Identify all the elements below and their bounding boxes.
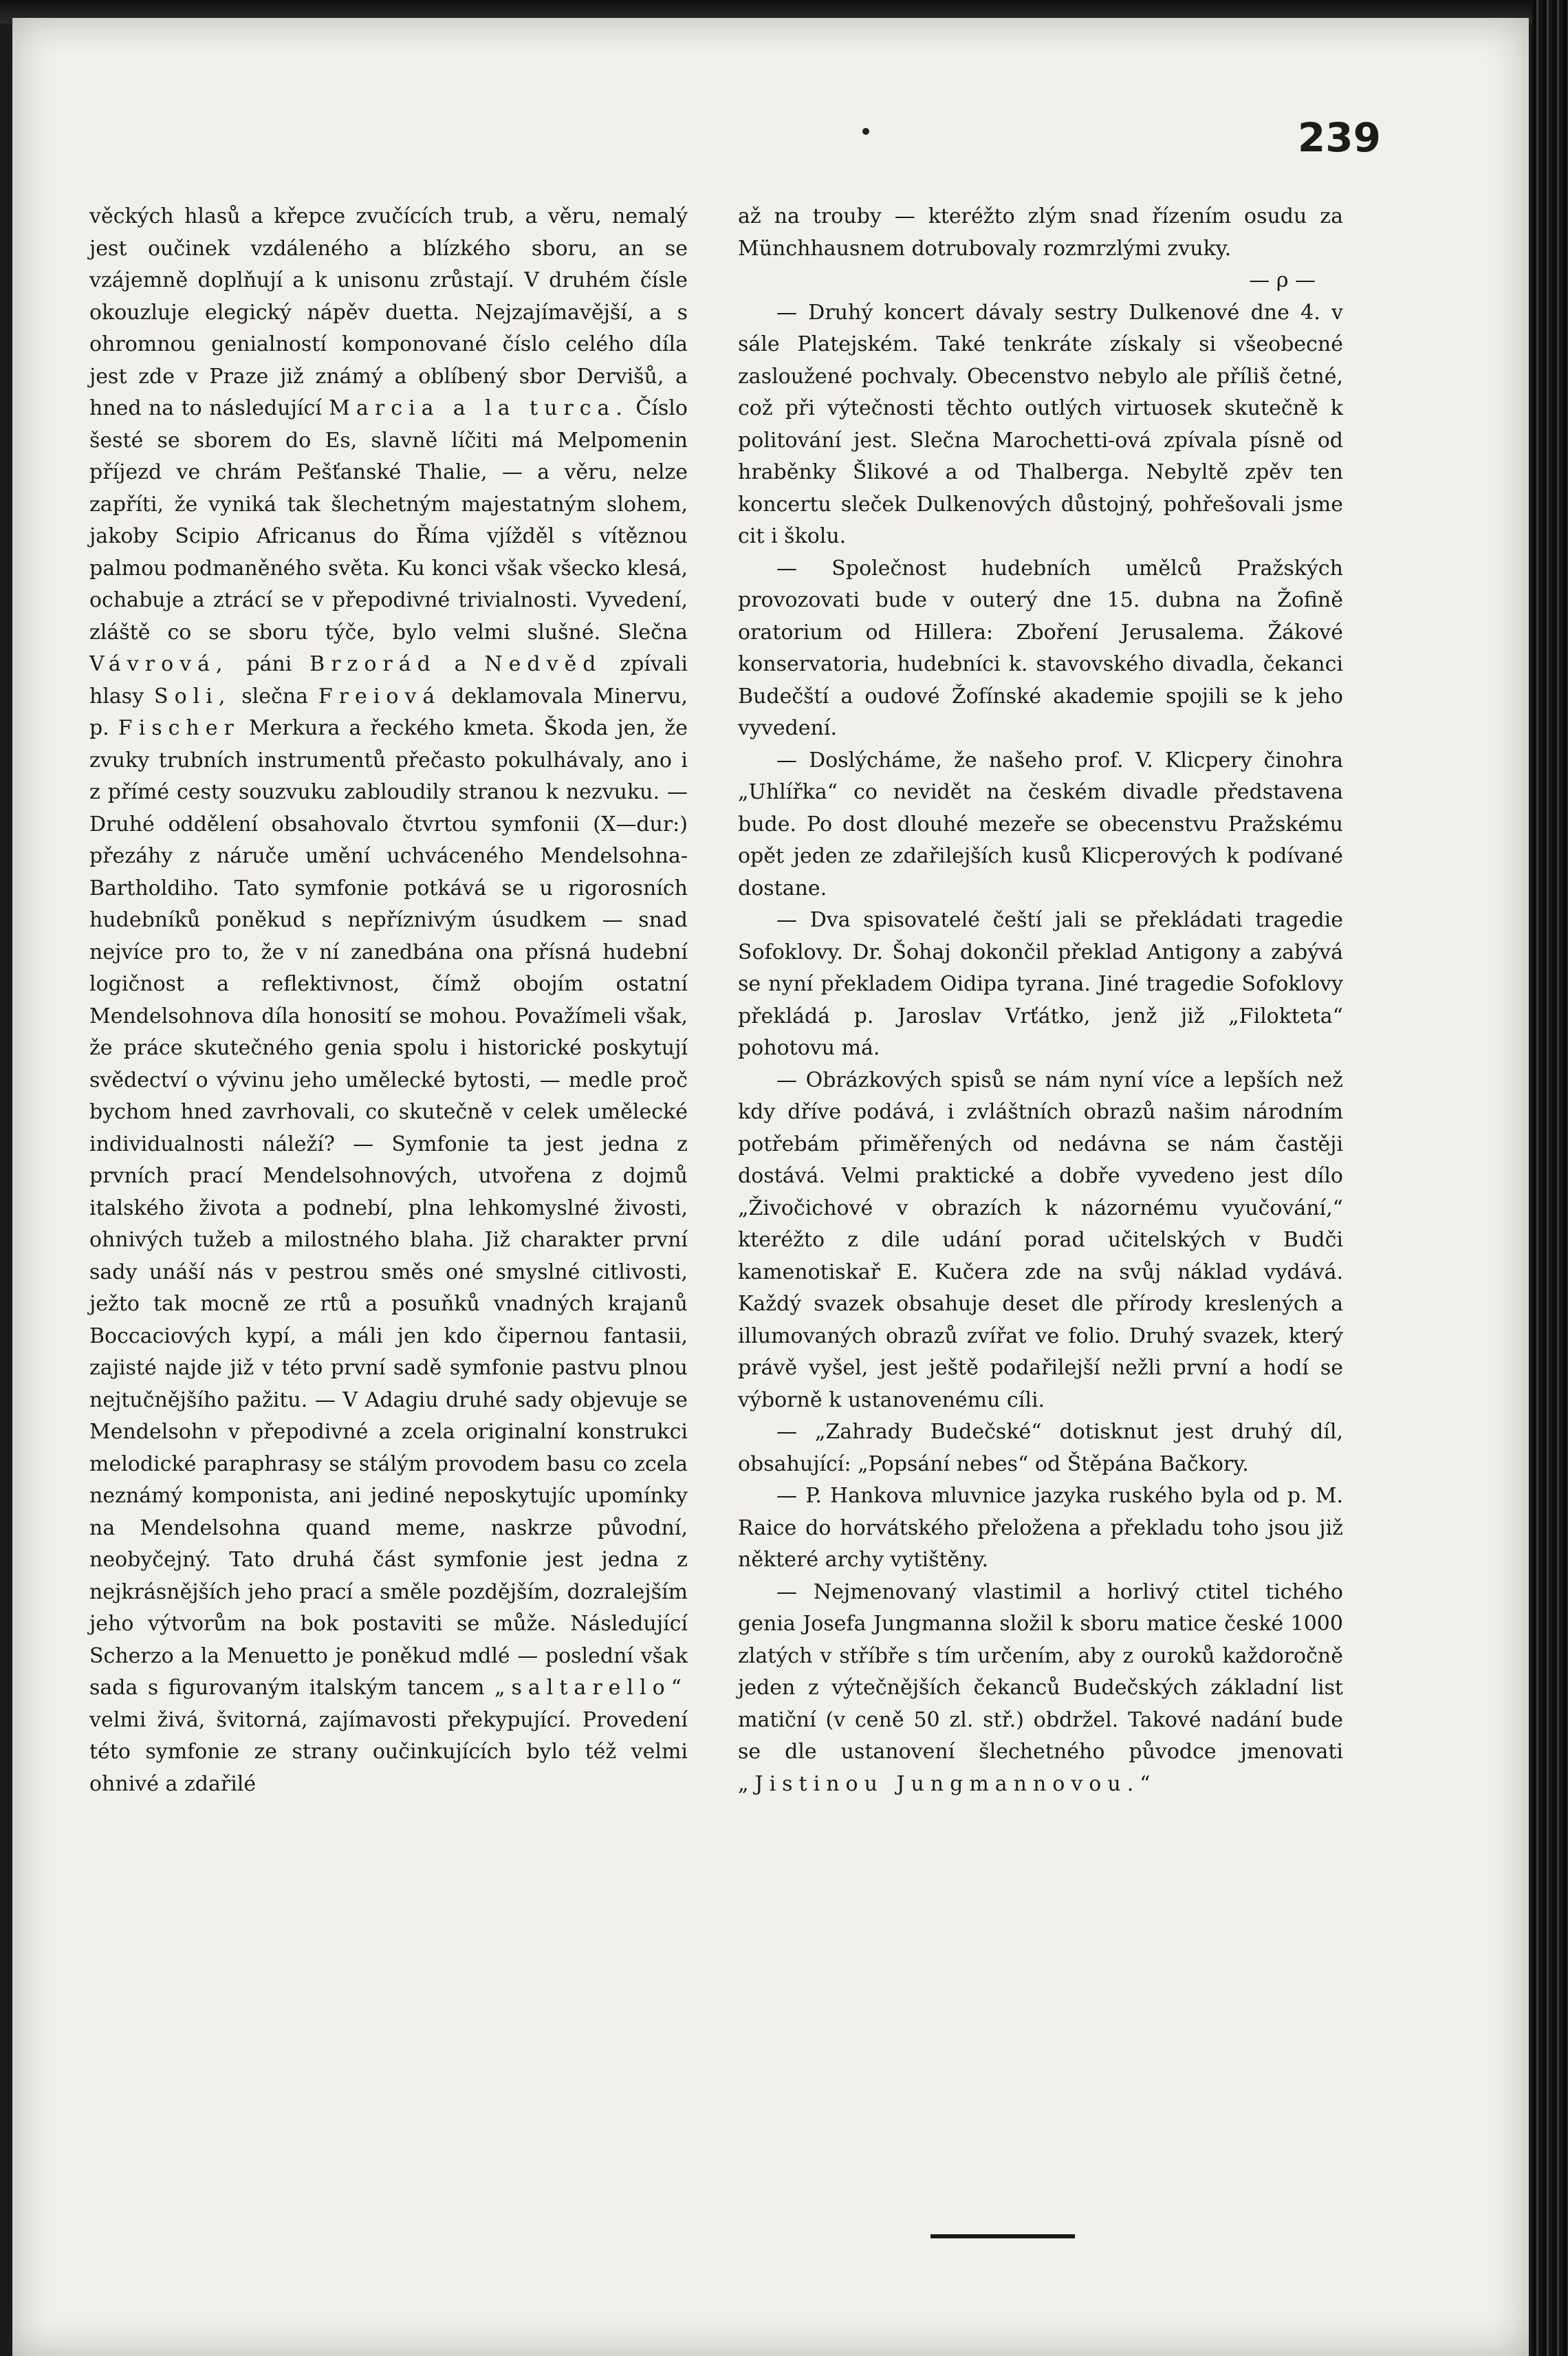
news-item-obrazky: — Obrázkových spisů se nám nyní více a lepších než kdy dříve podává, i zvláštních obrazů našim národním potřebám přiměřených od nedávna se nám častěji dostává. Velmi praktické a dobře vyvedeno jest dílo „Živočichové v obrazích k názornému vyučování,“ kteréžto z dile udání porad učitelských v Budči kamenotiskař E. Kučera zde na svůj náklad vydává. Každý svazek obsahuje deset dle přírody kreslených a illumovaných obrazů zvířat ve folio. Druhý svazek, který právě vyšel, jest ještě podařilejší nežli první a hodí se výborně k ustanovenému cíli. xyxy=(738,1068,1343,1412)
author-signature: — ρ — xyxy=(1249,268,1316,292)
right-paragraph-continuation: až na trouby — kteréžto zlým snad řízením osudu za Münchhausnem dotrubovaly rozmrzlými zvuky. xyxy=(738,204,1343,261)
text-run: — Nejmenovaný vlastimil a horlivý ctitel tichého genia Josefa Jungmanna složil k sboru matice české 1000 zlatých v stříbře s tím určením, aby z ouroků každoročně jeden z výtečnějších čekanců Budečských základní list matiční (v ceně 50 zl. stř.) obdržel. Takové nadání bude se dle ustanovení šlechetného původce jmenovati xyxy=(738,1579,1343,1764)
news-item-jungmann xyxy=(738,1577,1343,1801)
scan-binding-edge xyxy=(1532,0,1568,2356)
news-item-klicpera: — Doslýcháme, že našeho prof. V. Klicpery činohra „Uhlířka“ co nevidět na českém divadle představena bude. Po dost dlouhé mezeře se obecenstvu Pražskému opět jeden ze zdařilejších kusů Kliсperových k podívané dostane. xyxy=(738,748,1343,900)
name-brzorad: Brzorád xyxy=(309,652,437,676)
text-run: zpívali hlasy xyxy=(89,652,688,709)
page-sheet xyxy=(12,18,1529,2356)
name-fischer: Fischer xyxy=(118,716,240,740)
header-mark xyxy=(862,128,869,135)
text-run: věckých hlasů a křepce zvučících trub, a věru, nemalý jest oučinek vzdáleného a blízkého sboru, an se vzájemně doplňují a k unisonu zrůstají. V druhém čísle okouzluje elegický nápěv duetta. Nejzajímavější, a s ohromnou genialností komponované číslo celého díla jest zde v Praze již známý a oblíbený sbor Dervišů, a hned na to následující xyxy=(89,204,688,420)
emphasis-jistinou: „Jistinou Jungmannovou.“ xyxy=(738,1771,1157,1796)
name-nedved: Nedvěd xyxy=(484,652,602,676)
page-number: 239 xyxy=(1297,114,1381,161)
name-soli: Soli, xyxy=(154,684,232,709)
name-vavrova: Vávrová, xyxy=(89,652,229,676)
text-run: Číslo šesté se sborem do Es, slavně líčiti má Melpomenin příjezd ve chrám Pešťanské Thalie, — a věru, nelze zapříti, že vyniká tak šlechetným majestatným slohem, jakoby Scipio Africanus do Říma vjížděl s vítěznou palmou podmaněného světa. Ku konci však všecko klesá, ochabuje a ztrácí se v přepodivné trivialnosti. Vyvedení, zláště co se sboru týče, bylo velmi slušné. Slečna xyxy=(89,396,688,645)
news-item-zahrady: — „Zahrady Budečské“ dotisknut jest druhý díl, obsahující: „Popsání nebes“ od Štěpána Bačkory. xyxy=(738,1420,1343,1476)
text-run: slečna xyxy=(241,684,309,709)
left-column xyxy=(89,201,688,1800)
news-item-hanka: — P. Hankova mluvnice jazyka ruského byla od p. M. Raice do horvátského přeložena a překladu toho jsou již některé archy vytištěny. xyxy=(738,1484,1343,1572)
name-freiova: Freiová xyxy=(318,684,442,709)
emphasis-marcia: Marcia a la turca. xyxy=(329,396,629,420)
text-run: a xyxy=(454,652,467,676)
news-item-dulken: — Druhý koncert dávaly sestry Dulkenové dne 4. v sále Platejském. Také tenkráte získaly si všeobecné zasloužené pochvaly. Obecenstvo nebylo ale příliš četné, což při výtečnosti těchto outlých virtuosek skutečně k politování jest. Slečna Marochetti-ová zpívala písně od hraběnky Šlikové a od Thalberga. Nebyltě zpěv ten koncertu sleček Dulkenových důstojný, pohřešovali jsme cit i školu. xyxy=(738,300,1343,548)
text-run: Merkura a řeckého kmeta. Škoda jen, že zvuky trubních instrumentů přečasto pokulhávaly, ano i z přímé cesty souzvuku zabloudily stranou k nezvuku. — Druhé oddělení obsahovalo čtvrtou symfonii (X—dur:) přezáhy z náruče umění uchváceného Mendelsohna-Bartholdiho. Tato symfonie potkává se u rigorosních hudebníků poněkud s nepříznivým úsudkem — snad nejvíce pro to, že v ní zanedbána ona přísná hudební logičnost a reflektivnost, čímž obojím ostatní Mendelsohnova díla honosití se mohou. Považímeli však, že práce skutečného genia spolu i historické poskytují svědectví o vývinu jeho umělecké bytosti, — medle proč bychom hned zavrhovali, co skutečně v celek umělecké individualnosti náleží? — Symfonie ta jest jedna z prvních prací Mendelsohnových, utvořena z dojmů italského života a podnebí, plna lehkomyslné živosti, ohnivých tužeb a milostného blaha. Již charakter první sady unáší nás v pestrou směs oné smyslné citlivosti, ježto tak mocně ze rtů a posuňků vnadných krajanů Boccaciových kypí, a máli jen kdo čipernou fantasii, zajisté najde již v této první sadě symfonie pastvu plnou nejtučnějšího pažitu. — V Adagiu druhé sady objevuje se Mendelsohn v přepodivné a zcela originalní konstrukci melodické paraphrasy se stálým provodem basu co zcela neznámý komponista, ani jediné neposkytujíc upomínky na Mendelsohna quand meme, naskrze původní, neobyčejný. Tato druhá část symfonie jest jedna z nejkrásnějších jeho prací a směle pozdějším, dozralejším jeho výtvorům na bok postaviti se může. Následující Scherzo a la Menuetto je poněkud mdlé — poslední však sada s figurovaným italským tancem xyxy=(89,716,688,1700)
left-paragraph xyxy=(89,201,688,1800)
news-item-hiller: — Společnost hudebních umělců Pražských provozovati bude v outerý dne 15. dubna na Žofině oratorium od Hillera: Zboření Jerusalema. Žákové konservatoria, hudebníci k. stavovského divadla, čekanci Budečští a oudové Žofínské akademie spojili se k jeho vyvedení. xyxy=(738,556,1343,740)
right-column xyxy=(738,201,1343,1800)
end-rule xyxy=(930,2234,1075,2238)
emphasis-saltarello: „saltarello“ xyxy=(494,1676,688,1700)
news-item-sofokles: — Dva spisovatelé čeští jali se překládati tragedie Sofoklovy. Dr. Šohaj dokončil překlad Antigony a zabývá se nyní překladem Oidipa tyrana. Jiné tragedie Sofoklovy překládá p. Jaroslav Vrťátko, jenž již „Filokteta“ pohotovu má. xyxy=(738,908,1343,1060)
text-run: deklamovala Minervu, p. xyxy=(89,684,688,740)
text-run: velmi živá, švitorná, zajímavosti překypující. Provedení této symfonie ze strany oučinkujících bylo též velmi ohnivé a zdařilé xyxy=(89,1707,688,1796)
text-run: páni xyxy=(246,652,292,676)
